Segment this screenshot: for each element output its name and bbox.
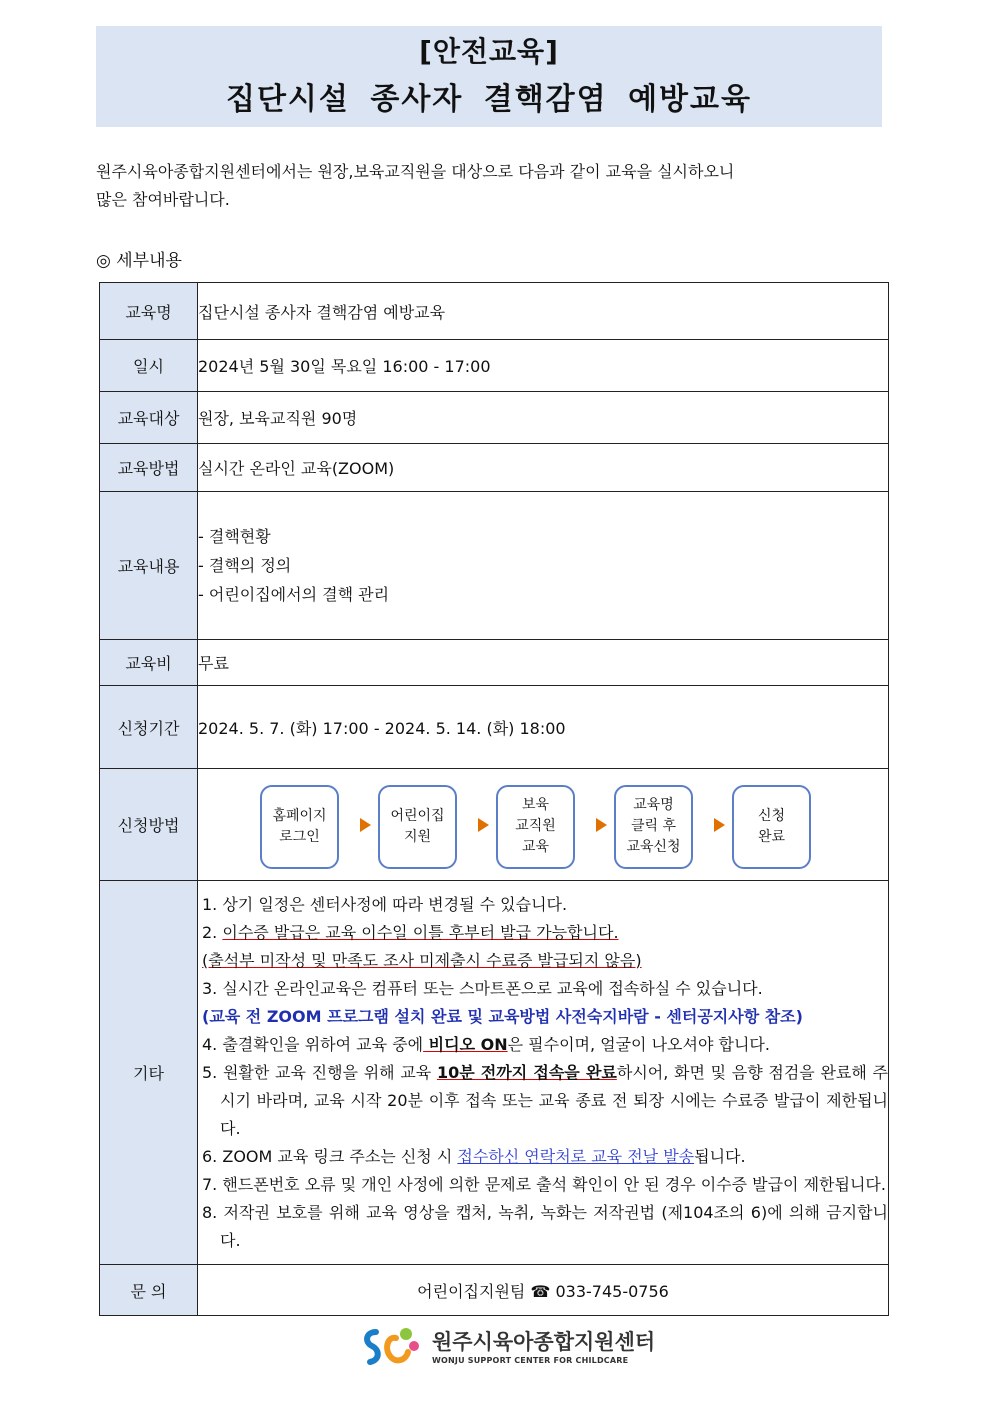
footer-logo	[362, 1322, 656, 1372]
note-text: 2.	[202, 922, 223, 942]
note-5	[198, 1059, 888, 1143]
arrow-right-icon	[714, 818, 725, 832]
row-contact	[100, 1265, 889, 1316]
row-fee	[100, 640, 889, 686]
label-etc: 기타	[100, 881, 198, 1265]
step-text: 교육신청	[626, 839, 681, 855]
details-table	[99, 282, 889, 1316]
note-text: 됩니다.	[694, 1146, 746, 1166]
note-text: 은 필수이며, 얼굴이 나오셔야 합니다.	[507, 1034, 770, 1054]
note-text: 6. ZOOM 교육 링크 주소는 신청 시	[202, 1146, 458, 1166]
value-contact: 어린이집지원팀 ☎ 033-745-0756	[198, 1265, 889, 1316]
arrow-right-icon	[596, 818, 607, 832]
row-target	[100, 392, 889, 444]
intro-text	[96, 158, 896, 214]
note-7: 7. 핸드폰번호 오류 및 개인 사정에 의한 문제로 출석 확인이 안 된 경우 이수증 발급이 제한됩니다.	[202, 1174, 886, 1194]
note-underline: 이수증 발급은 교육 이수일 이틀 후부터 발급 가능합니다.	[222, 922, 619, 942]
value-content	[198, 492, 889, 640]
section-title: ◎ 세부내용	[96, 251, 182, 271]
value-name: 집단시설 종사자 결핵감염 예방교육	[198, 283, 889, 340]
step-text: 보육	[521, 797, 550, 813]
label-content: 교육내용	[100, 492, 198, 640]
step-box	[378, 785, 457, 869]
note-emphasis: 10분 전까지 접속을 완료	[436, 1062, 617, 1082]
value-fee: 무료	[198, 640, 889, 686]
row-etc	[100, 881, 889, 1265]
step-box	[732, 785, 811, 869]
note-emphasis: 비디오 ON	[423, 1034, 508, 1054]
step-text: 완료	[757, 828, 786, 845]
step-text: 지원	[403, 828, 432, 845]
step-box	[496, 785, 575, 869]
row-name	[100, 283, 889, 340]
label-fee: 교육비	[100, 640, 198, 686]
note-8: 8. 저작권 보호를 위해 교육 영상을 캡처, 녹취, 녹화는 저작권법 (제104조의 6)에 의해 금지합니다.	[202, 1202, 888, 1250]
intro-line-2: 많은 참여바랍니다.	[96, 190, 230, 209]
value-date: 2024년 5월 30일 목요일 16:00 - 17:00	[198, 340, 889, 392]
label-date: 일시	[100, 340, 198, 392]
note-3b: (교육 전 ZOOM 프로그램 설치 완료 및 교육방법 사전숙지바람 - 센터공지사항 참조)	[202, 1006, 803, 1026]
value-target: 원장, 보육교직원 90명	[198, 392, 889, 444]
step-text: 신청	[757, 807, 786, 824]
step-text: 홈페이지	[272, 807, 327, 824]
row-method	[100, 444, 889, 492]
note-text: 5. 원활한 교육 진행을 위해 교육	[202, 1062, 437, 1082]
row-period	[100, 686, 889, 769]
row-date	[100, 340, 889, 392]
row-content	[100, 492, 889, 640]
label-method: 교육방법	[100, 444, 198, 492]
logo-subtitle: WONJU SUPPORT CENTER FOR CHILDCARE	[432, 1356, 629, 1365]
title-banner	[96, 26, 882, 127]
label-period: 신청기간	[100, 686, 198, 769]
value-apply	[198, 769, 889, 881]
note-underline: (출석부 미작성 및 만족도 조사 미제출시 수료증 발급되지 않음)	[202, 950, 642, 970]
label-name: 교육명	[100, 283, 198, 340]
step-box	[260, 785, 339, 869]
content-item: - 결핵의 정의	[198, 556, 292, 575]
content-item: - 결핵현황	[198, 527, 271, 546]
label-target: 교육대상	[100, 392, 198, 444]
label-contact: 문 의	[100, 1265, 198, 1316]
title-line-2: 집단시설 종사자 결핵감염 예방교육	[225, 82, 753, 117]
value-method: 실시간 온라인 교육(ZOOM)	[198, 444, 889, 492]
note-6	[198, 1143, 888, 1171]
note-4	[198, 1031, 888, 1059]
step-text: 교육	[521, 839, 550, 855]
step-text: 교직원	[515, 818, 556, 834]
apply-steps	[198, 771, 888, 879]
step-box	[614, 785, 693, 869]
note-3: 3. 실시간 온라인교육은 컴퓨터 또는 스마트폰으로 교육에 접속하실 수 있습니다.	[202, 978, 763, 998]
step-text: 클릭 후	[630, 818, 676, 834]
title-line-1: [안전교육]	[419, 35, 559, 68]
note-text: 하시어, 화면 및 음향 점검을 완료해 주시기 바라며, 교육 시작 20분 이후 접속 또는 교육 종료 전 퇴장 시에는 수료증 발급이 제한됩니다.	[220, 1062, 888, 1138]
arrow-right-icon	[478, 818, 489, 832]
step-text: 교육명	[633, 797, 674, 813]
value-period: 2024. 5. 7. (화) 17:00 - 2024. 5. 14. (화) 18:00	[198, 686, 889, 769]
note-2b	[198, 947, 888, 975]
step-text: 로그인	[279, 828, 320, 845]
row-apply	[100, 769, 889, 881]
label-apply: 신청방법	[100, 769, 198, 881]
content-item: - 어린이집에서의 결핵 관리	[198, 585, 390, 604]
intro-line-1: 원주시육아종합지원센터에서는 원장,보육교직원을 대상으로 다음과 같이 교육을 실시하오니	[96, 162, 735, 181]
arrow-right-icon	[360, 818, 371, 832]
note-emphasis: 접수하신 연락처로 교육 전날 발송	[457, 1146, 695, 1166]
center-logo-icon	[362, 1322, 428, 1370]
logo-name: 원주시육아종합지원센터	[432, 1330, 656, 1354]
step-text: 어린이집	[390, 807, 445, 824]
note-text: 4. 출결확인을 위하여 교육 중에	[202, 1034, 424, 1054]
note-2	[198, 919, 888, 947]
value-etc	[198, 881, 889, 1265]
note-1: 1. 상기 일정은 센터사정에 따라 변경될 수 있습니다.	[202, 894, 568, 914]
